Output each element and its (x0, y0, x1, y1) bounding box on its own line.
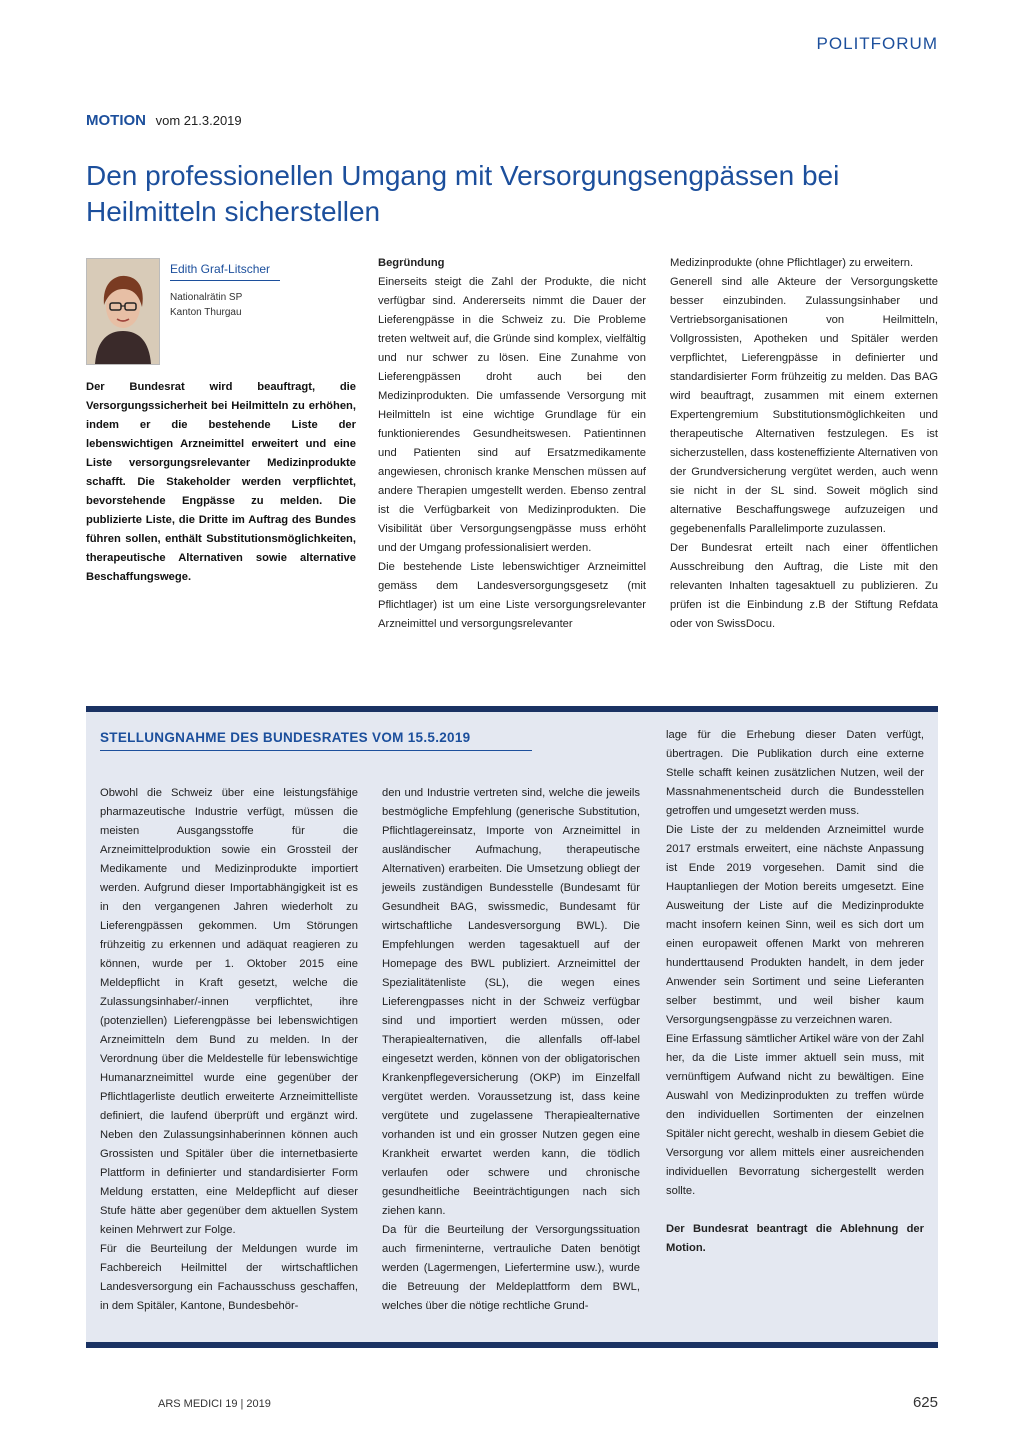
paragraph: Die bestehende Liste lebenswichtiger Arzneimittel gemäss dem Landesversorgungsgesetz (mit Pflichtlager) ist um eine Liste versorgungsrelevanter Arzneimittel und versorgungsrelevanter (378, 561, 646, 630)
motion-label: MOTION (86, 112, 146, 129)
section-label: POLITFORUM (816, 34, 938, 53)
motion-line (86, 112, 242, 129)
statement-column-1 (100, 784, 358, 1316)
page-number: 625 (912, 1394, 938, 1411)
paragraph: den und Industrie vertreten sind, welche die jeweils bestmögliche Empfehlung (generische Substitution, Pflichtlagereinsatz, Importe von Arzneimittel in ausländischer Aufmachung, therapeutische Alternativen) erarbeiten. Die Umsetzung obliegt der jeweils zuständigen Bundesstelle (Bundesamt für Gesundheit BAG, swissmedic, Bundesamt für wirtschaftliche Landesversorgung BWL). Die Empfehlungen werden tagesaktuell auf der Homepage des BWL publiziert. Arzneimittel der Spezialitätenliste (SL), die wegen eines Lieferengpasses nicht in der Schweiz verfügbar sind und importiert werden müssen, oder Therapiealternativen, die allenfalls off-label eingesetzt werden, können von der obligatorischen Krankenpflegeversicherung (OKP) im Einzelfall vergütet werden. Voraussetzung ist, dass keine vergütete und zugelassene Therapiealternative vorhanden ist und ein grosser Nutzen gegen eine Krankheit erwartet werden kann, die tödlich verlaufen oder schwere und chronische gesundheitliche Beeinträchtigungen nach sich ziehen kann. (382, 787, 640, 1217)
paragraph: Generell sind alle Akteure der Versorgungskette besser einzubinden. Zulassungsinhaber und Vertriebsorganisationen von Heilmitteln, Vollgrossisten, Apotheken und Spitäler werden verpflichtet, Lieferengpässe in definierter und standardisierter Form frühzeitig zu melden. Das BAG wird beauftragt, zusammen mit einem externen Expertengremium Substitutionsmöglichkeiten und therapeutische Alternativen festzulegen. Es ist sicherzustellen, dass kosteneffiziente Alternativen von der Grundversicherung vergütet werden, auch wenn sie nicht in der SL sind. Soweit möglich sind alternative Beschaffungswege aufzuzeigen und gegebenenfalls Parallelimporte zuzulassen. (670, 276, 938, 535)
author-role (170, 290, 242, 320)
statement-column-3 (666, 726, 924, 1258)
begruendung-heading: Begründung (378, 257, 445, 269)
paragraph: Medizinprodukte (ohne Pflichtlager) zu erweitern. (670, 257, 914, 269)
paragraph: Die Liste der zu meldenden Arzneimittel wurde 2017 erstmals erweitert, eine nächste Anpassung ist Ende 2019 vorgesehen. Damit sind die Hauptanliegen der Motion bereits umgesetzt. Eine Ausweitung der Liste auf die Medizinprodukte macht insofern keinen Sinn, weil es sich dort um einen europaweit offenen Markt von mehreren hunderttausend Produkten handelt, in dem jeder Anwender sein Sortiment und seine Lieferanten selber bestimmt, und weil bisher kaum Versorgungsengpässe zu verzeichnen waren. (666, 824, 924, 1026)
motion-text: Der Bundesrat wird beauftragt, die Versorgungssicherheit bei Heilmitteln zu erhöhen, indem er die bestehende Liste der lebenswichtigen Arzneimittel erweitert und eine Liste versorgungsrelevanter Medizinprodukte schafft. Die Stakeholder werden verpflichtet, bevorstehende Engpässe zu melden. Die publizierte Liste, die Dritte im Auftrag des Bundes führen sollen, enthält Substitutionsmöglichkeiten, therapeutische Alternativen sowie alternative Beschaffungswege. (86, 381, 356, 583)
paragraph: Einerseits steigt die Zahl der Produkte, die nicht verfügbar sind. Andererseits nimmt die Dauer der Lieferengpässe in die Schweiz zu. Die Probleme treten weltweit auf, die Gründe sind komplex, vielfältig und nur schwer zu lösen. Eine Zunahme von Lieferengpässen droht auch bei den Medizinprodukten. Die umfassende Versorgung mit Heilmitteln ist eine wichtige Grundlage für ein funktionierendes Gesundheitswesen. Patientinnen und Patienten sind auf Ersatzmedikamente angewiesen, chronisch kranke Menschen müssen auf andere Therapien umgestellt werden. Ebenso zentral ist die Verfügbarkeit von Medizinprodukten. Die Visibilität über Versorgungsengpässe muss erhöht und der Umgang professionalisiert werden. (378, 276, 646, 554)
motion-date: vom 21.3.2019 (155, 113, 242, 128)
statement-conclusion: Der Bundesrat beantragt die Ablehnung der Motion. (666, 1223, 924, 1254)
author-role-line: Nationalrätin SP (170, 292, 243, 303)
begruendung-column-2 (670, 254, 938, 634)
author-role-line: Kanton Thurgau (170, 307, 242, 318)
statement-column-2 (382, 784, 640, 1316)
paragraph: Für die Beurteilung der Meldungen wurde im Fachbereich Heilmittel der wirtschaftlichen Landesversorgung ein Fachausschuss geschaffen, in dem Spitäler, Kantone, Bundesbehör- (100, 1243, 358, 1312)
author-photo (86, 258, 160, 365)
page-title: Den professionellen Umgang mit Versorgungsengpässen bei Heilmitteln sicherstellen (86, 160, 840, 227)
paragraph: Der Bundesrat erteilt nach einer öffentlichen Ausschreibung den Auftrag, die Liste mit den relevanten Inhalten tagesaktuell zu publizieren. Zu prüfen ist die Einbindung z.B der Stiftung Refdata oder von SwissDocu. (670, 542, 938, 630)
author-name: Edith Graf-Litscher (170, 262, 280, 281)
portrait-image (87, 259, 159, 364)
paragraph: Da für die Beurteilung der Versorgungssituation auch firmeninterne, vertrauliche Daten benötigt werden (Lagermengen, Liefertermine usw.), wurde die Betreuung der Meldeplattform dem BWL, welches über die nötige rechtliche Grund- (382, 1224, 640, 1312)
journal-footer: ARS MEDICI 19 | 2019 (158, 1398, 271, 1410)
paragraph: Eine Erfassung sämtlicher Artikel wäre von der Zahl her, da die Liste immer aktuell sein muss, mit vernünftigem Aufwand nicht zu bewältigen. Eine Auswahl von Medizinprodukten zu treffen würde den individuellen Sortimenten der einzelnen Spitäler nicht gerecht, weshalb in diesem Gebiet die Versorgung vor allem mittels einer ausreichenden individuellen Bevorratung sichergestellt werden sollte. (666, 1033, 924, 1197)
paragraph: Obwohl die Schweiz über eine leistungsfähige pharmazeutische Industrie verfügt, müssen die meisten Ausgangsstoffe für die Arzneimittelproduktion sowie ein Grossteil der Medikamente und Medizinprodukte importiert werden. Aufgrund dieser Importabhängigkeit ist es in den vergangenen Jahren wiederholt zu Lieferengpässen gekommen. Um Störungen frühzeitig zu erkennen und adäquat reagieren zu können, wurde per 1. Oktober 2015 eine Meldepflicht in Kraft gesetzt, welche die Zulassungsinhaber/-innen verpflichtet, ihre (potenziellen) Lieferengpässe bei lebenswichtigen Arzneimitteln dem Bund zu melden. In der Verordnung über die Meldestelle für lebenswichtige Humanarzneimittel wurde eine gegenüber der Pflichtlagerliste deutlich erweiterte Arzneimittelliste definiert, die laufend überprüft und ergänzt wird. Neben den Zulassungsinhaberinnen können auch Grossisten und Spitäler über die internetbasierte Plattform in definierter und standardisierter Form Meldung erstatten, eine Meldepflicht auf dieser Stufe hätte aber gegenüber dem aktuellen System keinen Mehrwert zur Folge. (100, 787, 358, 1236)
paragraph: lage für die Erhebung dieser Daten verfügt, übertragen. Die Publikation durch eine externe Stelle schafft keinen zusätzlichen Nutzen, weil der Massnahmenentscheid durch die Bundesstellen getroffen und umgesetzt werden muss. (666, 729, 924, 817)
statement-title: STELLUNGNAHME DES BUNDESRATES VOM 15.5.2019 (100, 730, 532, 751)
begruendung-column-1 (378, 254, 646, 634)
